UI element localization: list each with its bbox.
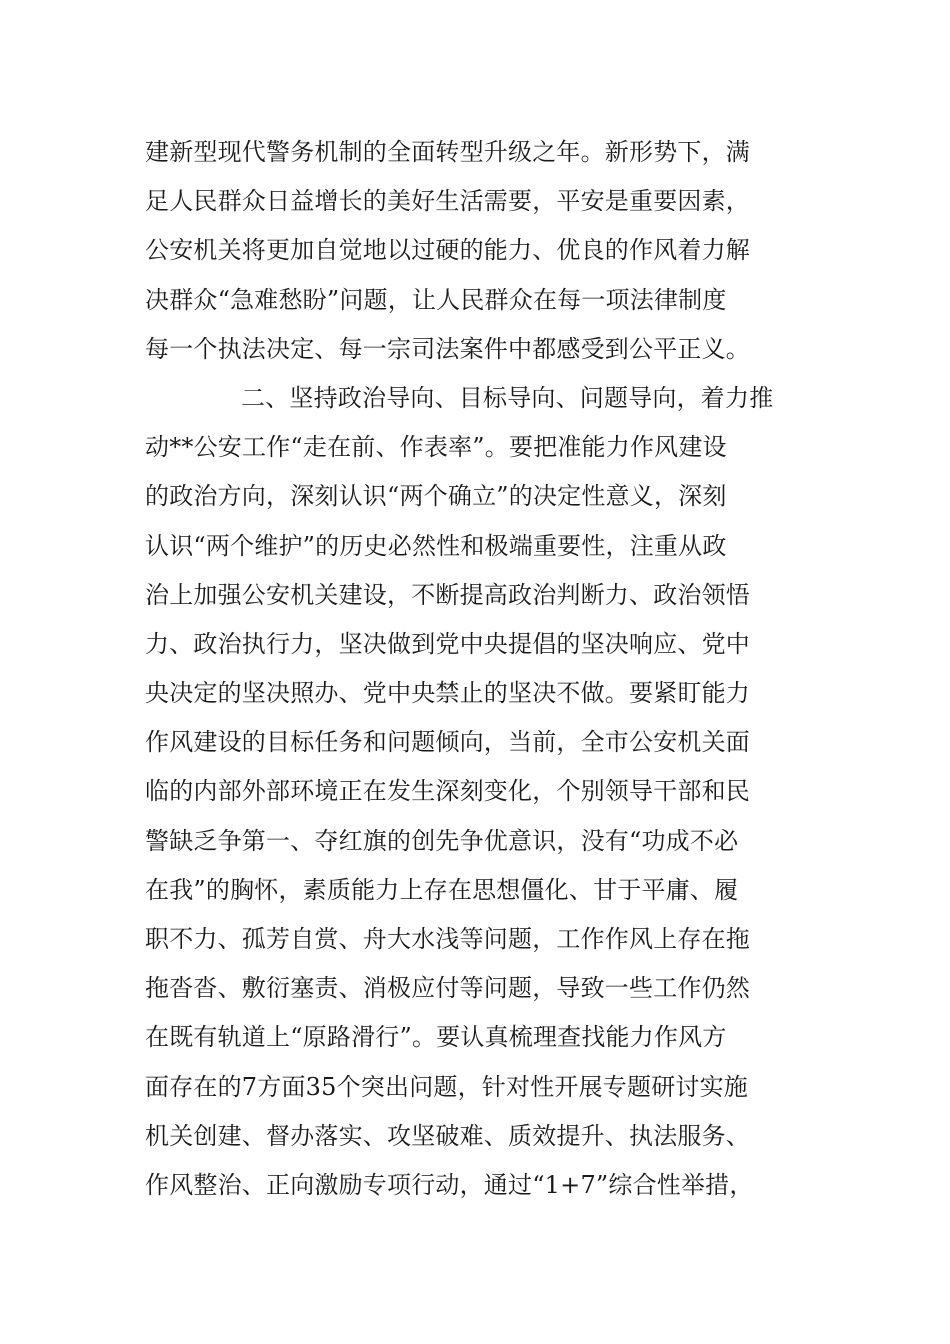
text-line: 公安机关将更加自觉地以过硬的能力、优良的作风着力解 — [145, 236, 750, 265]
text-line: 足人民群众日益增长的美好生活需要，平安是重要因素， — [145, 187, 750, 216]
text-line: 治上加强公安机关建设，不断提高政治判断力、政治领悟 — [145, 580, 750, 609]
section-heading-line: 二、坚持政治导向、目标导向、问题导向，着力推 — [241, 383, 774, 412]
text-line: 职不力、孤芳自赏、舟大水浅等问题，工作作风上存在拖 — [145, 925, 750, 953]
text-line: 在我”的胸怀，素质能力上存在思想僵化、甘于平庸、履 — [145, 875, 739, 904]
text-line: 建新型现代警务机制的全面转型升级之年。新形势下，满 — [145, 138, 750, 166]
text-line: 央决定的坚决照办、党中央禁止的坚决不做。要紧盯能力 — [145, 679, 750, 708]
text-line: 每一个执法决定、每一宗司法案件中都感受到公平正义。 — [145, 334, 750, 363]
text-line: 警缺乏争第一、夺红旗的创先争优意识，没有“功成不必 — [145, 826, 739, 855]
text-line: 力、政治执行力，坚决做到党中央提倡的坚决响应、党中 — [145, 629, 750, 658]
text-line: 决群众“急难愁盼”问题，让人民群众在每一项法律制度 — [145, 285, 727, 314]
text-line: 机关创建、督办落实、攻坚破难、质效提升、执法服务、 — [145, 1121, 750, 1150]
text-line: 作风建设的目标任务和问题倾向，当前，全市公安机关面 — [145, 728, 750, 757]
text-line: 作风整治、正向激励专项行动，通过“1+7”综合性举措， — [145, 1170, 754, 1199]
text-line: 拖沓沓、敷衍塞责、消极应付等问题，导致一些工作仍然 — [145, 974, 750, 1003]
text-line: 临的内部外部环境正在发生深刻变化，个别领导干部和民 — [145, 777, 750, 806]
body-text — [145, 128, 810, 1210]
text-line: 面存在的7方面35个突出问题，针对性开展专题研讨实施 — [145, 1072, 749, 1101]
text-line: 的政治方向，深刻认识“两个确立”的决定性意义，深刻 — [145, 482, 727, 511]
text-line: 在既有轨道上“原路滑行”。要认真梳理查找能力作风方 — [145, 1023, 727, 1052]
text-line: 认识“两个维护”的历史必然性和极端重要性，注重从政 — [145, 531, 727, 560]
text-line: 动**公安工作“走在前、作表率”。要把准能力作风建设 — [145, 433, 727, 462]
